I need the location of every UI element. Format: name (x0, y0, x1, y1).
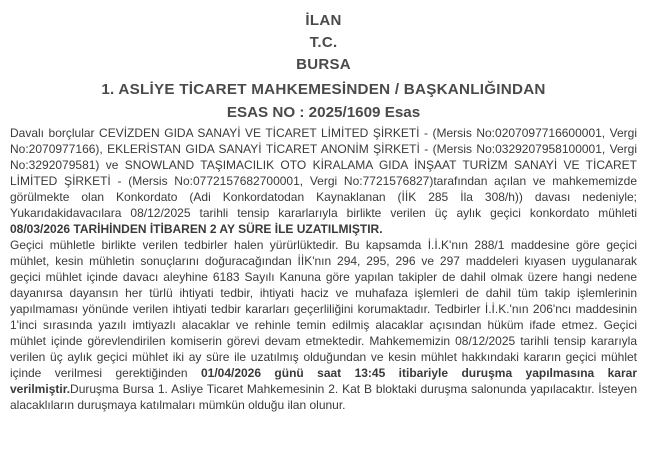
notice-headings (10, 10, 637, 124)
measures-text: Geçici mühletle birlikte verilen tedbirler halen yürürlüktedir. Bu kapsamda İ.İ.K'nın 288/1 maddesine göre geçici mühlet, kesin mühletin sonuçlarını doğuracağından İİK'nın 294, 295, 296 ve 297 maddeleri kıyasen uygulanarak geçici mühlet içinde davacı aleyhine 6183 Sayılı Kanuna göre yapılan takipler de dahil olmak üzere hangi nedene dayanırsa dayansın her türlü ihtiyati tedbir, ihtiyati haciz ve muhafaza işlemleri de dahil tüm takip işlemlerinin yapılmaması yönünde verilen ihtiyati tedbir kararları geçerliliğini korumaktadır. Tedbirler İ.İ.K.'nın 206'ncı maddesinin 1'inci sırasında yazılı imtiyazlı alacaklar ve rehinle temin edilmiş alacaklar açısından hüküm ifade etmez. Geçici mühlet içinde görevlendirilen komiserin görevi devam etmektedir. Mahkememizin 08/12/2025 tarihli tensip kararıyla verilen üç aylık geçici mühlet iki ay süre ile uzatılmış olduğundan ve kesin mühlet hakkındaki kararın geçici mühlet içinde verilmesi gerektiğinden (10, 238, 637, 380)
court-name: 1. ASLİYE TİCARET MAHKEMESİNDEN / BAŞKANLIĞINDAN (101, 81, 546, 98)
hearing-location-text: Duruşma Bursa 1. Asliye Ticaret Mahkemesinin 2. Kat B bloktaki duruşma salonunda yapılacaktır. İsteyen alacaklıların duruşmaya katılmaları mümkün olduğu ilan olunur. (10, 382, 637, 412)
paragraph-parties (10, 125, 637, 237)
notice-body (10, 125, 637, 413)
hearing-decision: 01/04/2026 günü saat 13:45 itibariyle duruşma yapılmasına karar verilmiştir. (10, 366, 637, 396)
extension-decision: 08/03/2026 TARİHİNDEN İTİBAREN 2 AY SÜRE İLE UZATILMIŞTIR. (10, 222, 383, 236)
notice-title: İLAN (305, 12, 342, 29)
country-abbrev: T.C. (309, 34, 338, 51)
case-number: ESAS NO : 2025/1609 Esas (226, 104, 421, 121)
city-name: BURSA (296, 56, 351, 73)
paragraph-measures (10, 237, 637, 413)
paragraph-parties-text: Davalı borçlular CEVİZDEN GIDA SANAYİ VE TİCARET LİMİTED ŞİRKETİ - (Mersis No:0207097716600001, Vergi No:2070977166), EKLERİSTAN GIDA SANAYİ TİCARET ANONİM ŞİRKETİ - (Mersis No:0329207958100001, Vergi No:3292079581) ve SNOWLAND TAŞIMACILIK OTO KİRALAMA GIDA İNŞAAT TURİZM SANAYİ VE TİCARET LİMİTED ŞİRKETİ - (Mersis No:0772157682700001, Vergi No:7721576827)tarafından açılan ve mahkememizde görülmekte olan Konkordato (Adi Konkordatodan Kaynaklanan (İİK 285 İla 308/h)) davası nedeniyle; Yukarıdakidavacılara 08/12/2025 tarihli tensip kararlarıyla birlikte verilen üç aylık geçici konkordato mühleti (10, 126, 637, 220)
